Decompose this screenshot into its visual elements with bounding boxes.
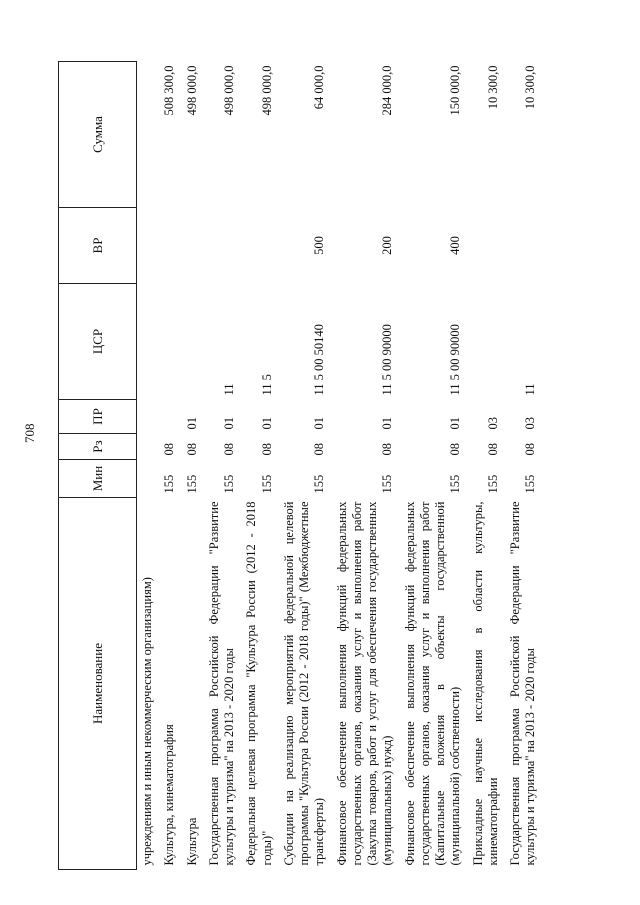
cell-sum: 10 300,0 [523,65,538,110]
cell-rz: 08 [380,443,395,456]
cell-pr: 01 [380,417,395,430]
cell-rz: 08 [523,443,538,456]
cell-name: Федеральная целевая программа "Культура России (2012 - 2018 годы)" [244,501,274,866]
table-row [159,62,181,870]
cell-csr [159,284,181,400]
header-name: Наименование [59,498,137,870]
header-sum: Сумма [59,62,137,208]
cell-vr [182,208,204,284]
header-rz: Рз [59,434,137,460]
cell-pr: 01 [184,417,199,430]
cell-pr [159,400,181,434]
cell-sum [137,62,160,208]
cell-rz: 08 [184,443,199,456]
cell-vr [241,208,279,284]
cell-vr [204,208,242,284]
header-csr: ЦСР [59,284,137,400]
cell-min: 155 [523,474,538,494]
page-number: 708 [22,423,37,443]
cell-csr [468,284,506,400]
cell-pr [137,400,160,434]
cell-vr: 200 [380,236,395,255]
cell-min: 155 [448,474,463,494]
cell-pr: 01 [312,417,327,430]
cell-rz: 08 [312,443,327,456]
cell-rz: 08 [222,443,236,456]
cell-rz: 08 [448,443,463,456]
cell-sum: 10 300,0 [485,65,500,110]
table-row [400,62,468,870]
cell-vr [137,208,160,284]
table-row [468,62,506,870]
budget-table [58,61,543,870]
cell-rz: 08 [162,443,177,456]
cell-min: 155 [485,474,500,494]
cell-min: 155 [184,474,199,494]
cell-rz [137,434,160,460]
cell-csr [182,284,204,400]
cell-name: учреждениям и иным некоммерческим организациям) [140,577,154,866]
table-row [204,62,242,870]
header-min: Мин [59,460,137,498]
cell-csr: 11 5 00 90000 [380,324,395,396]
cell-csr: 11 [222,383,236,396]
cell-pr: 01 [259,417,274,430]
cell-min: 155 [380,474,395,494]
cell-pr: 01 [448,417,463,430]
cell-name: Культура [184,817,199,866]
cell-min: 155 [222,474,236,494]
cell-name: Субсидии на реализацию мероприятий федеральной целевой программы "Культура России (2012 - 2018 годы)" (Межбюджетные трансферты) [281,501,327,866]
header-pr: ПР [59,400,137,434]
cell-vr [159,208,181,284]
table-row [241,62,279,870]
cell-vr [468,208,506,284]
cell-rz: 08 [259,443,274,456]
cell-name: Финансовое обеспечение выполнения функций федеральных государственных органов, оказания услуг и выполнения работ (Капитальные вложения в объекты государственной (муниципальной) собственности) [402,501,463,866]
cell-sum: 498 000,0 [222,65,236,116]
cell-csr: 11 5 00 50140 [312,324,327,396]
table-row [279,62,332,870]
header-vr: ВР [59,208,137,284]
cell-vr [505,208,543,284]
cell-name: Государственная программа Российской Федерации "Развитие культуры и туризма" на 2013 - 2020 годы [508,501,538,866]
cell-csr: 11 5 00 90000 [448,324,463,396]
cell-min: 155 [259,474,274,494]
cell-pr: 03 [523,417,538,430]
cell-sum: 498 000,0 [184,65,199,116]
cell-pr: 03 [485,417,500,430]
table-row [182,62,204,870]
cell-sum: 64 000,0 [312,65,327,110]
table-row [137,62,160,870]
cell-min [137,460,160,498]
cell-sum: 150 000,0 [448,65,463,116]
table-header-row [59,62,137,870]
cell-pr: 01 [222,417,236,430]
cell-name: Прикладные научные исследования в области культуры, кинематографии [470,501,500,866]
cell-csr: 11 [523,383,538,396]
cell-name: Культура, кинематография [162,724,177,866]
cell-sum: 508 300,0 [162,65,177,116]
table-row [505,62,543,870]
cell-min: 155 [312,474,327,494]
cell-csr [137,284,160,400]
cell-min: 155 [162,474,177,494]
cell-name: Финансовое обеспечение выполнения функций федеральных государственных органов, оказания услуг и выполнения работ (Закупка товаров, работ и услуг для обеспечения государственных (муниципальных) нужд) [334,501,395,866]
cell-rz: 08 [485,443,500,456]
cell-vr: 500 [312,236,327,255]
cell-name: Государственная программа Российской Федерации "Развитие культуры и туризма" на 2013 - 2020 годы [206,501,236,866]
cell-csr: 11 5 [259,374,274,396]
table-row [332,62,400,870]
cell-sum: 284 000,0 [380,65,395,116]
rotated-budget-table-container [58,62,588,870]
cell-sum: 498 000,0 [259,65,274,116]
cell-vr: 400 [448,236,463,255]
